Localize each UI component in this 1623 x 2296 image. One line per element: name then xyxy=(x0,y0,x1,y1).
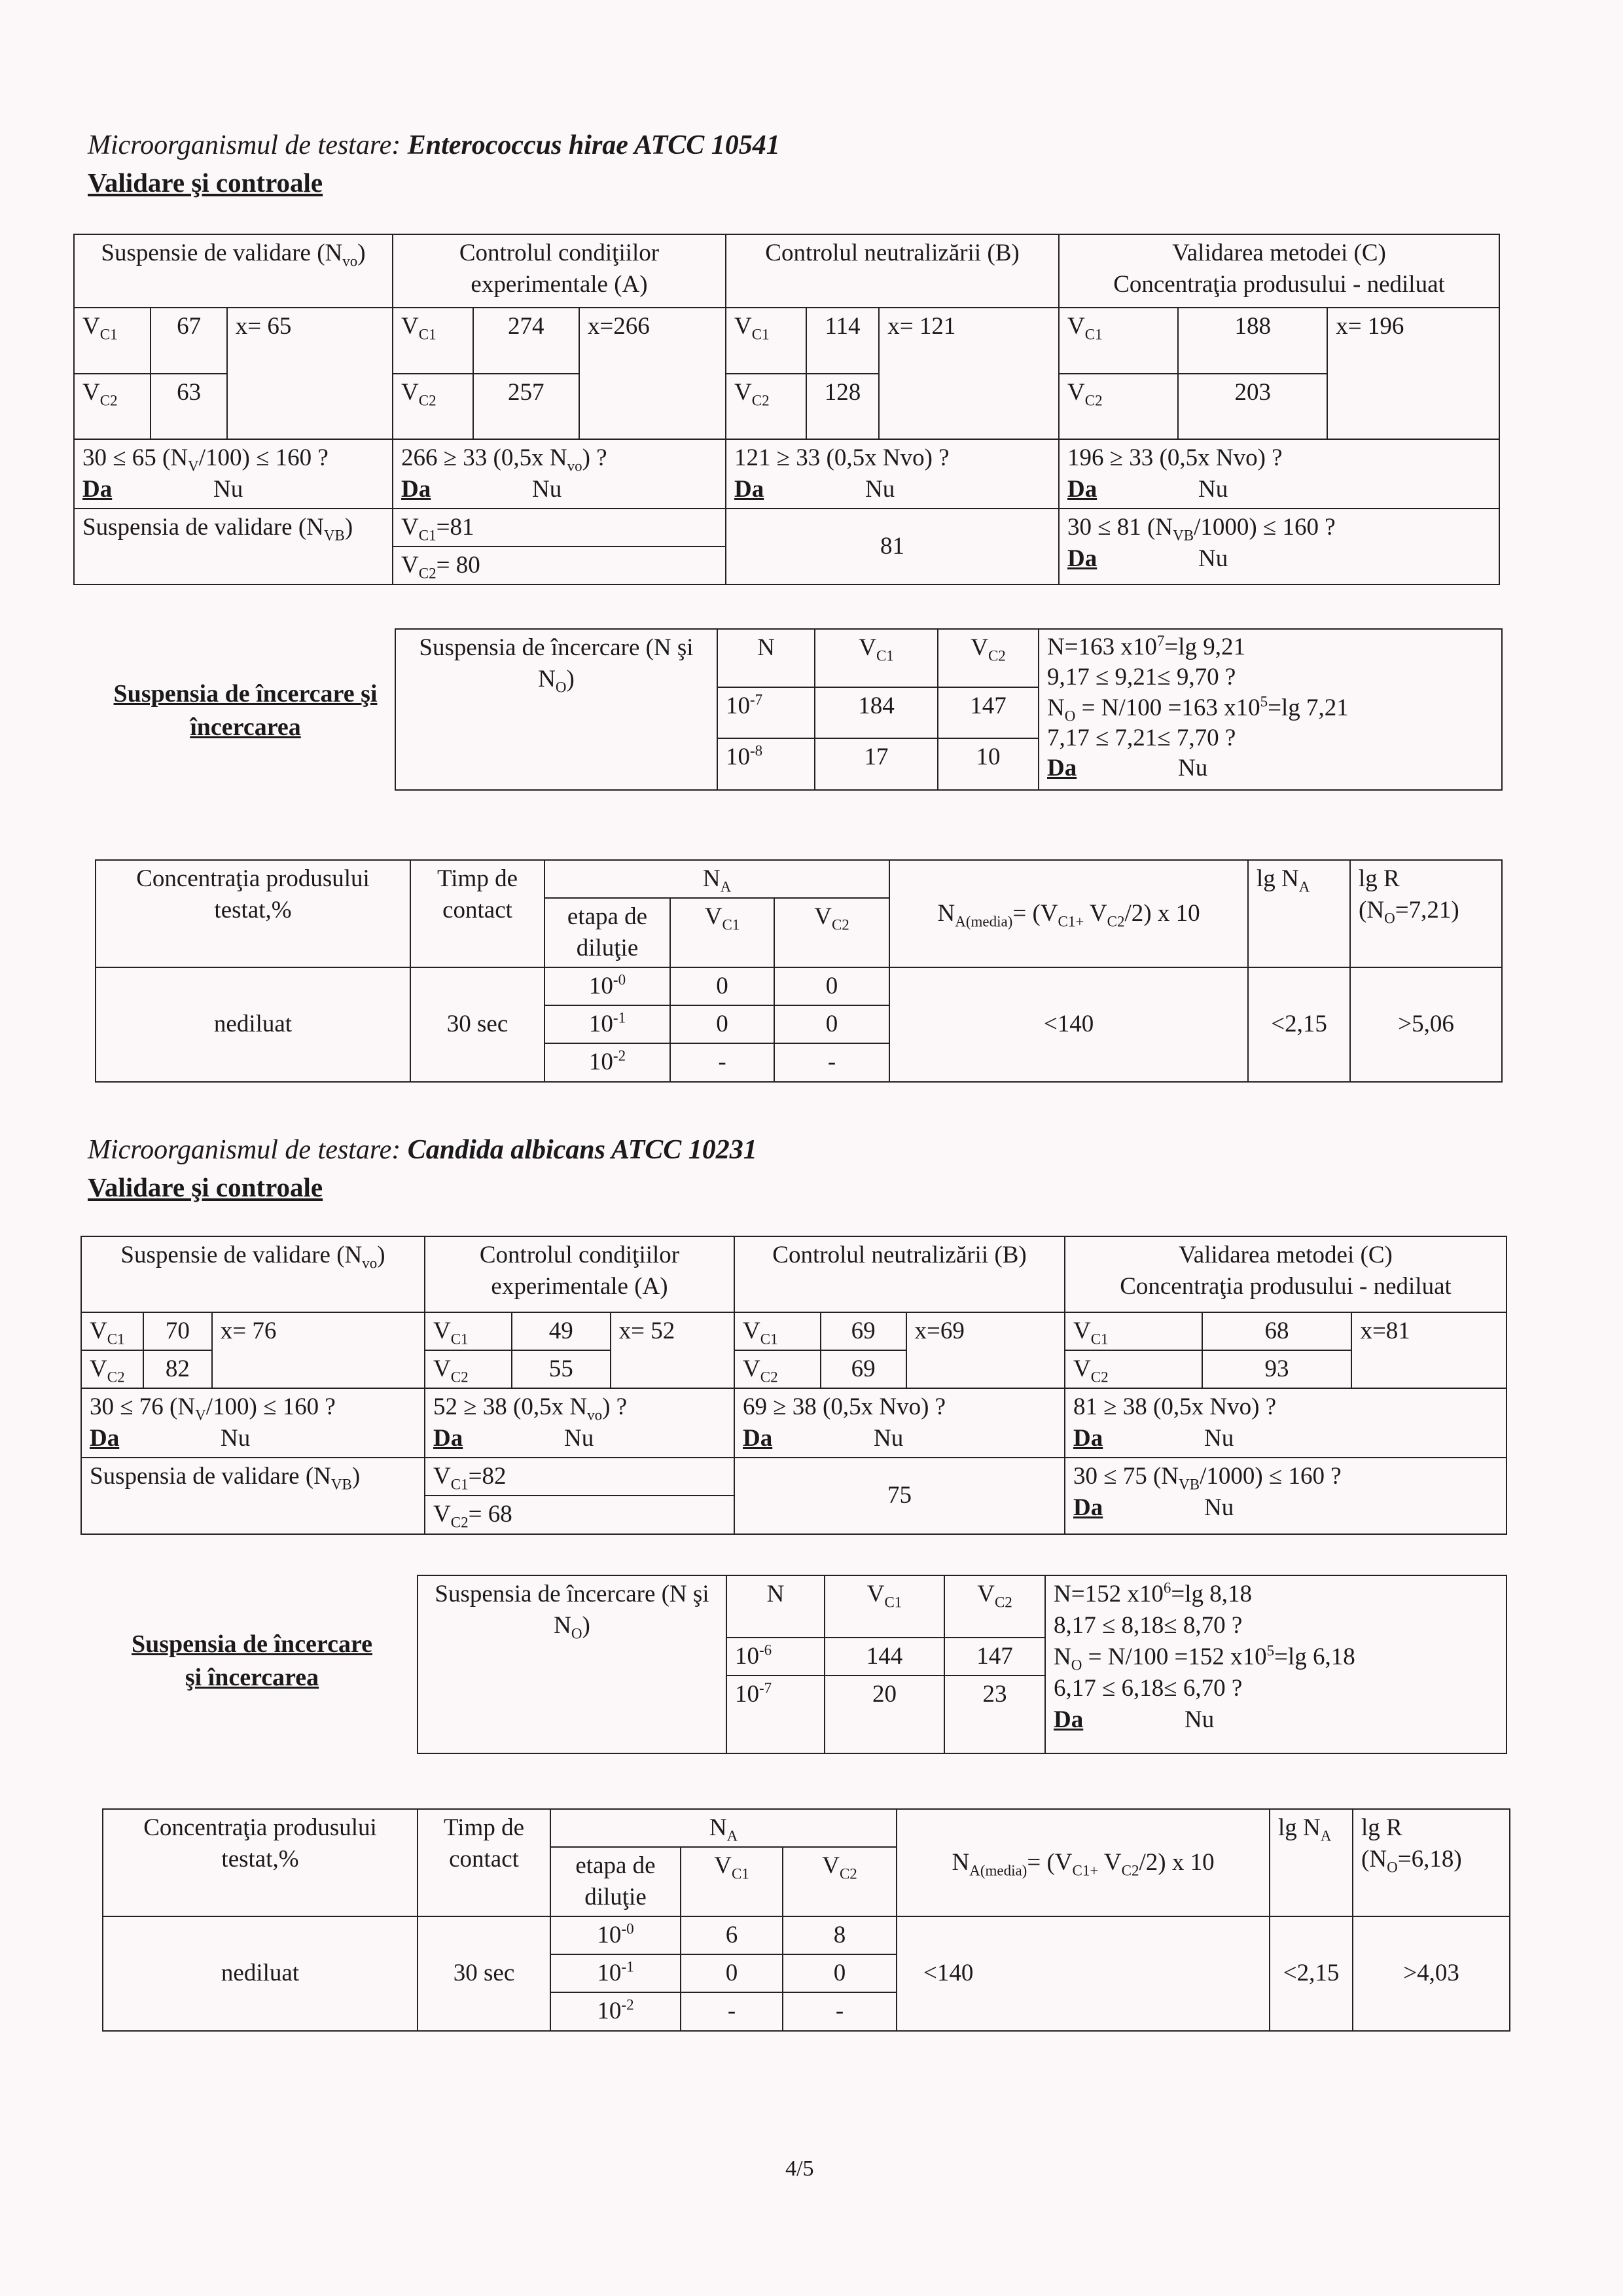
check-question: 196 ≥ 33 (0,5x Nvo) ? xyxy=(1067,444,1283,471)
test-calculation xyxy=(1039,629,1502,790)
check-question: 69 ≥ 38 (0,5x Nvo) ? xyxy=(743,1393,946,1421)
header-vc2: $V_{C2}$ xyxy=(783,1847,897,1916)
validation-suspension-nvb: Suspensia de validare $(N_{VB})$ xyxy=(81,1458,425,1534)
answer-no: Nu xyxy=(1198,476,1228,503)
header-experimental-conditions: Controlul condiţiilor experimentale (A) xyxy=(425,1236,734,1312)
calc-line: N=163 $x10^7=\lg$ 9,21 xyxy=(1047,632,1245,660)
lg-r-value: >4,03 xyxy=(1353,1916,1510,2030)
section2-result-table xyxy=(102,1808,1510,2032)
answer-yes: Da xyxy=(734,476,764,503)
answer-no: Nu xyxy=(1185,1706,1215,1734)
calc-line: 8,17 ≤ 8,18≤ 8,70 ? xyxy=(1054,1612,1243,1640)
nvb-counts xyxy=(393,509,725,584)
header-dilution-step: etapa de diluţie xyxy=(550,1847,681,1916)
vc1-value: 114 xyxy=(806,308,880,374)
answer-yes: Da xyxy=(1047,755,1077,781)
title-prefix: Microorganismul de testare: xyxy=(88,1135,408,1165)
vc1-value: 144 xyxy=(825,1638,944,1676)
dilution-step: $10^{-2}$ xyxy=(544,1043,670,1081)
nvb-vc2: $V_{C2}= 80$ xyxy=(393,547,725,584)
vc2-value: 0 xyxy=(783,1954,897,1992)
header-concentration: Concentraţia produsului testat,% xyxy=(103,1809,418,1916)
vc1-value: - xyxy=(681,1992,783,2030)
dilution: $10^{-7}$ xyxy=(717,687,815,738)
vc1-label: $V_{C1}$ xyxy=(75,308,151,374)
lg-na-value: <2,15 xyxy=(1248,967,1350,1081)
section1-heading: Validare şi controale xyxy=(88,168,323,198)
vc1-value: 274 xyxy=(473,308,579,374)
page-number: 4/5 xyxy=(785,2157,814,2181)
vc2-value: 23 xyxy=(944,1676,1045,1753)
header-vc1: $V_{C1}$ xyxy=(825,1575,944,1638)
answer-yes: Da xyxy=(82,476,113,503)
section2-heading: Validare şi controale xyxy=(88,1172,323,1202)
vc2-value: 82 xyxy=(143,1350,212,1388)
validation-suspension-nvb: Suspensia de validare $(N_{VB})$ xyxy=(74,509,393,584)
label-line: şi încercarea xyxy=(185,1664,319,1692)
calc-line: $N_O = N/100 =152$ $x10^5=\lg$ 6,18 xyxy=(1054,1642,1355,1674)
header-n: N xyxy=(726,1575,825,1638)
dilution: $10^{-8}$ xyxy=(717,738,815,790)
calc-line: N=152 $x10^6=\lg$ 8,18 xyxy=(1054,1579,1252,1607)
vc2-label: $V_{C2}$ xyxy=(425,1350,512,1388)
header-vc2: $V_{C2}$ xyxy=(938,629,1039,687)
header-neutralization-control: Controlul neutralizării (B) xyxy=(734,1236,1065,1312)
header-na: $N_A$ xyxy=(544,860,889,898)
group3-counts xyxy=(726,308,1058,439)
check-question: 52 ≥ 38 (0,5x $N_{vo}$) ? xyxy=(433,1393,628,1424)
header-test-suspension: Suspensia de încercare (N şi $N_O$) xyxy=(395,629,717,790)
mean-value: x= 65 xyxy=(227,308,392,439)
section1-result-table xyxy=(95,859,1503,1083)
vc1-label: $V_{C1}$ xyxy=(726,308,806,374)
group3-counts xyxy=(735,1313,1064,1388)
section1-test-table xyxy=(395,628,1503,791)
answer-no: Nu xyxy=(532,476,562,503)
vc1-value: - xyxy=(670,1043,774,1081)
vc2-label: $V_{C2}$ xyxy=(1060,374,1178,439)
header-vc1: $V_{C1}$ xyxy=(681,1847,783,1916)
answer-no: Nu xyxy=(865,476,895,503)
answer-yes: Da xyxy=(90,1425,120,1452)
check-cell xyxy=(425,1388,734,1458)
vc1-value: 20 xyxy=(825,1676,944,1753)
check-cell xyxy=(1059,439,1499,509)
nvb-counts xyxy=(425,1458,734,1533)
label-line: Suspensia de încercare xyxy=(131,1630,373,1658)
mean-value: x= 196 xyxy=(1327,308,1499,439)
vc2-value: 147 xyxy=(944,1638,1045,1676)
header-method-validation xyxy=(1065,1236,1507,1312)
vc2-value: - xyxy=(774,1043,889,1081)
vc1-value: 49 xyxy=(512,1313,611,1350)
vc1-label: $V_{C1}$ xyxy=(82,1313,143,1350)
section2-test-table xyxy=(417,1575,1507,1754)
header-neutralization-control: Controlul neutralizării (B) xyxy=(726,234,1059,308)
header-lg-na: $\lg N_A$ xyxy=(1270,1809,1353,1916)
vc2-label: $V_{C2}$ xyxy=(1065,1350,1202,1388)
check-cell xyxy=(74,439,393,509)
section1-validation-table xyxy=(73,234,1500,585)
header-vc1: $V_{C1}$ xyxy=(815,629,938,687)
nvb-vc2: $V_{C2}= 68$ xyxy=(425,1496,734,1533)
header-experimental-conditions: Controlul condiţiilor experimentale (A) xyxy=(393,234,726,308)
vc2-value: 0 xyxy=(774,1005,889,1043)
answer-yes: Da xyxy=(1067,476,1097,503)
answer-yes: Da xyxy=(1067,545,1097,573)
check-cell xyxy=(1065,1458,1507,1534)
header-lg-r: lg R $(N_O=6,18)$ xyxy=(1353,1809,1510,1916)
answer-no: Nu xyxy=(1204,1494,1234,1522)
header-na-media-formula: $N_{A(media)}= (V_{C1+}$ $V_{C2}/2$) x 10 xyxy=(897,1809,1270,1916)
check-question: 30 ≤ 81 $(N_{VB}/1000) \le 160$ ? xyxy=(1067,514,1336,544)
answer-yes: Da xyxy=(401,476,431,503)
answer-no: Nu xyxy=(1198,545,1228,573)
check-question: 121 ≥ 33 (0,5x Nvo) ? xyxy=(734,444,950,471)
neutralization-nvb-value: 81 xyxy=(726,509,1059,584)
header-validation-suspension: Suspensie de validare $(N_{vo})$ xyxy=(74,234,393,308)
vc1-value: 17 xyxy=(815,738,938,790)
dilution-step: $10^{-1}$ xyxy=(550,1954,681,1992)
lg-r-value: >5,06 xyxy=(1350,967,1502,1081)
answer-no: Nu xyxy=(213,476,243,503)
header-na: $N_A$ xyxy=(550,1809,897,1847)
contact-time-value: 30 sec xyxy=(418,1916,550,2030)
vc2-value: 0 xyxy=(774,967,889,1005)
vc1-value: 69 xyxy=(821,1313,906,1350)
group4-counts xyxy=(1065,1313,1506,1388)
answer-yes: Da xyxy=(1073,1425,1103,1452)
answer-no: Nu xyxy=(221,1425,251,1452)
check-cell xyxy=(393,439,726,509)
dilution-step: $10^{-0}$ xyxy=(544,967,670,1005)
vc1-value: 188 xyxy=(1178,308,1327,374)
answer-no: Nu xyxy=(1204,1425,1234,1452)
calc-line: 6,17 ≤ 6,18≤ 6,70 ? xyxy=(1054,1675,1243,1702)
vc2-value: 55 xyxy=(512,1350,611,1388)
vc1-value: 0 xyxy=(670,1005,774,1043)
contact-time-value: 30 sec xyxy=(410,967,544,1081)
vc2-value: 128 xyxy=(806,374,880,439)
check-cell xyxy=(734,1388,1065,1458)
header-n: N xyxy=(717,629,815,687)
organism-name: Candida albicans ATCC 10231 xyxy=(407,1135,757,1165)
header-contact-time: Timp de contact xyxy=(410,860,544,967)
answer-no: Nu xyxy=(564,1425,594,1452)
concentration-value: nediluat xyxy=(96,967,410,1081)
lg-na-value: <2,15 xyxy=(1270,1916,1353,2030)
check-question: 30 ≤ 76 $(N_V/100) \le 160$ ? xyxy=(90,1393,336,1424)
header-vc2: $V_{C2}$ xyxy=(774,898,889,967)
dilution: $10^{-6}$ xyxy=(726,1638,825,1676)
vc2-value: 63 xyxy=(151,374,226,439)
section2-title xyxy=(88,1134,757,1166)
title-prefix: Microorganismul de testare: xyxy=(88,130,408,160)
vc2-label: $V_{C2}$ xyxy=(82,1350,143,1388)
check-cell xyxy=(1065,1388,1507,1458)
header-test-suspension: Suspensia de încercare (N şi $N_O$) xyxy=(418,1575,726,1753)
vc1-value: 184 xyxy=(815,687,938,738)
answer-yes: Da xyxy=(1054,1706,1084,1734)
vc2-value: 10 xyxy=(938,738,1039,790)
mean-value: x=69 xyxy=(906,1313,1064,1388)
mean-value: x= 76 xyxy=(212,1313,424,1388)
vc1-label: $V_{C1}$ xyxy=(425,1313,512,1350)
section2-validation-table xyxy=(80,1236,1507,1535)
header-method-validation xyxy=(1059,234,1499,308)
table-row xyxy=(96,967,1502,1005)
check-cell xyxy=(81,1388,425,1458)
check-cell xyxy=(726,439,1059,509)
table-row xyxy=(103,1916,1510,1954)
header-validation-suspension: Suspensie de validare $(N_{vo})$ xyxy=(81,1236,425,1312)
vc1-label: $V_{C1}$ xyxy=(1065,1313,1202,1350)
vc2-label: $V_{C2}$ xyxy=(735,1350,821,1388)
vc2-label: $V_{C2}$ xyxy=(393,374,473,439)
na-media-value: <140 xyxy=(897,1916,1270,2030)
vc2-value: - xyxy=(783,1992,897,2030)
vc2-value: 257 xyxy=(473,374,579,439)
answer-yes: Da xyxy=(743,1425,773,1452)
header-lg-na: $\lg N_A$ xyxy=(1248,860,1350,967)
vc1-value: 6 xyxy=(681,1916,783,1954)
label-line: încercarea xyxy=(190,713,301,742)
na-media-value: <140 xyxy=(889,967,1248,1081)
mean-value: x=81 xyxy=(1351,1313,1506,1388)
group4-counts xyxy=(1060,308,1499,439)
check-question: 81 ≥ 38 (0,5x Nvo) ? xyxy=(1073,1393,1277,1421)
test-suspension-label xyxy=(92,677,399,745)
vc1-value: 68 xyxy=(1202,1313,1352,1350)
vc1-value: 0 xyxy=(681,1954,783,1992)
group1-counts xyxy=(82,1313,424,1388)
header-dilution-step: etapa de diluţie xyxy=(544,898,670,967)
answer-no: Nu xyxy=(1178,755,1208,781)
vc2-value: 8 xyxy=(783,1916,897,1954)
answer-no: Nu xyxy=(874,1425,904,1452)
mean-value: x=266 xyxy=(579,308,725,439)
vc1-label: $V_{C1}$ xyxy=(735,1313,821,1350)
group2-counts xyxy=(393,308,725,439)
header-concentration: Concentraţia produsului testat,% xyxy=(96,860,410,967)
header-vc2: $V_{C2}$ xyxy=(944,1575,1045,1638)
concentration-value: nediluat xyxy=(103,1916,418,2030)
vc2-label: $V_{C2}$ xyxy=(75,374,151,439)
header-contact-time: Timp de contact xyxy=(418,1809,550,1916)
group2-counts xyxy=(425,1313,734,1388)
nvb-vc1: $V_{C1}=82$ xyxy=(425,1458,734,1496)
vc1-label: $V_{C1}$ xyxy=(393,308,473,374)
vc2-value: 69 xyxy=(821,1350,906,1388)
check-question: 30 ≤ 65 $(N_V/100) \le 160$ ? xyxy=(82,444,329,475)
label-line: Suspensia de încercare şi xyxy=(113,680,378,708)
header-na-media-formula: $N_{A(media)}= (V_{C1+}$ $V_{C2}/2$) x 10 xyxy=(889,860,1248,967)
vc2-value: 147 xyxy=(938,687,1039,738)
header-lg-r: lg R $(N_O=7,21)$ xyxy=(1350,860,1502,967)
test-calculation xyxy=(1045,1575,1507,1753)
vc1-value: 70 xyxy=(143,1313,212,1350)
header-product-concentration: Concentraţia produsului - nediluat xyxy=(1113,271,1445,298)
dilution: $10^{-7}$ xyxy=(726,1676,825,1753)
dilution-step: $10^{-0}$ xyxy=(550,1916,681,1954)
neutralization-nvb-value: 75 xyxy=(734,1458,1065,1534)
header-method-validation-title: Validarea metodei (C) xyxy=(1172,240,1386,266)
header-method-validation-title: Validarea metodei (C) xyxy=(1179,1242,1393,1268)
check-cell xyxy=(1059,509,1499,584)
answer-yes: Da xyxy=(433,1425,463,1452)
vc2-label: $V_{C2}$ xyxy=(726,374,806,439)
nvb-vc1: $V_{C1}=81$ xyxy=(393,509,725,547)
test-suspension-label xyxy=(98,1628,406,1695)
section1-title xyxy=(88,130,780,161)
check-question: 266 ≥ 33 (0,5x $N_{vo}$) ? xyxy=(401,444,607,475)
vc2-value: 93 xyxy=(1202,1350,1352,1388)
header-product-concentration: Concentraţia produsului - nediluat xyxy=(1120,1273,1452,1300)
vc2-value: 203 xyxy=(1178,374,1327,439)
mean-value: x= 121 xyxy=(879,308,1058,439)
vc1-value: 67 xyxy=(151,308,226,374)
vc1-value: 0 xyxy=(670,967,774,1005)
calc-line: 7,17 ≤ 7,21≤ 7,70 ? xyxy=(1047,724,1236,751)
answer-yes: Da xyxy=(1073,1494,1103,1522)
header-vc1: $V_{C1}$ xyxy=(670,898,774,967)
dilution-step: $10^{-1}$ xyxy=(544,1005,670,1043)
calc-line: $N_O = N/100 =163$ $x10^5=\lg$ 7,21 xyxy=(1047,693,1349,724)
organism-name: Enterococcus hirae ATCC 10541 xyxy=(407,130,780,160)
vc1-label: $V_{C1}$ xyxy=(1060,308,1178,374)
check-question: 30 ≤ 75 $(N_{VB}/1000) \le 160$ ? xyxy=(1073,1463,1342,1493)
group1-counts xyxy=(75,308,392,439)
calc-line: 9,17 ≤ 9,21≤ 9,70 ? xyxy=(1047,664,1236,691)
dilution-step: $10^{-2}$ xyxy=(550,1992,681,2030)
mean-value: x= 52 xyxy=(611,1313,734,1388)
